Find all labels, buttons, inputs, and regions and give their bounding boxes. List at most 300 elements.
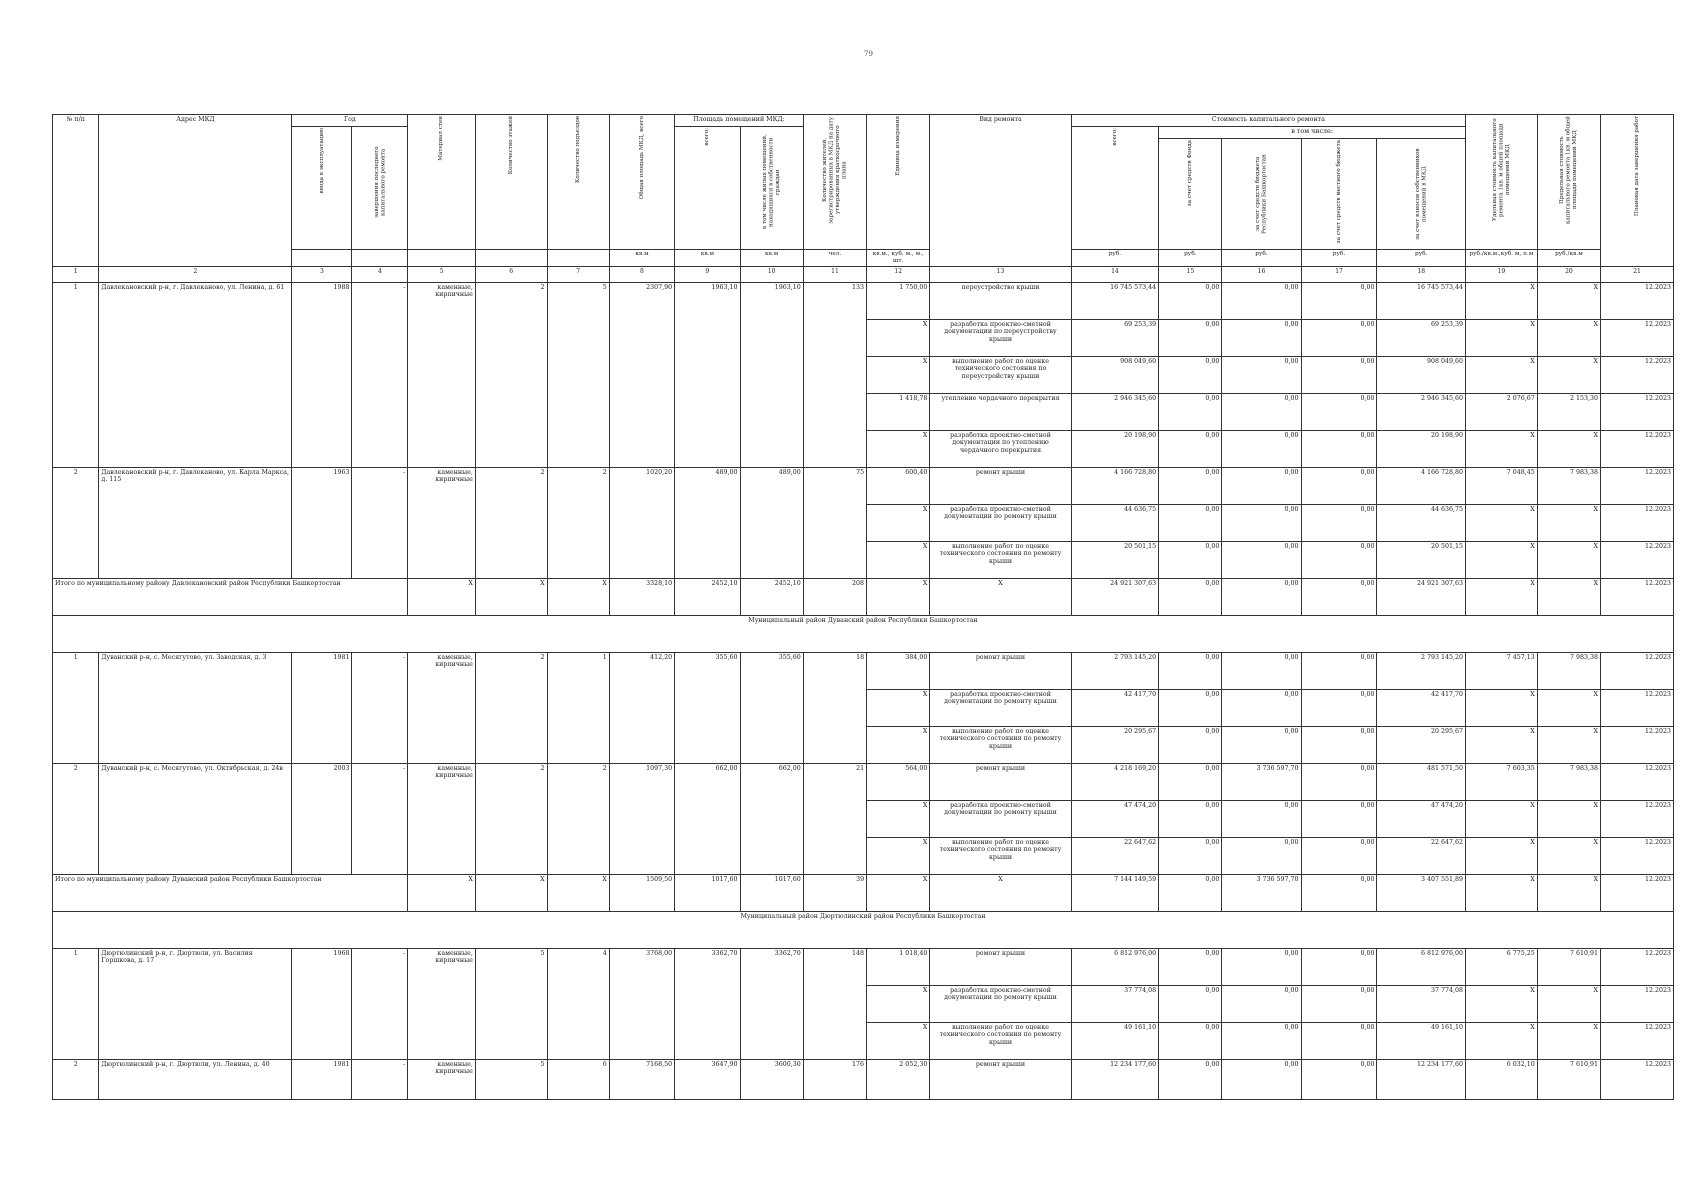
- cost-rb: 3 736 597,70: [1222, 763, 1301, 800]
- header-premises-group: Площадь помещений МКД:: [675, 115, 804, 127]
- house-year: 1988: [292, 282, 352, 467]
- house-residents: 133: [803, 282, 866, 467]
- house-floors: 2: [475, 652, 547, 763]
- specific-cost: X: [1466, 726, 1538, 763]
- house-residents: 148: [803, 948, 866, 1059]
- cost-fund: 0,00: [1159, 393, 1222, 430]
- header-num: № п/п: [53, 115, 99, 267]
- cost-rb: 0,00: [1222, 541, 1301, 578]
- header-year-group: Год: [292, 115, 408, 127]
- unit-people: чел.: [803, 250, 866, 267]
- max-cost: 7 610,91: [1537, 948, 1600, 985]
- plan-date: 12.2023: [1601, 1059, 1674, 1099]
- plan-date: 12.2023: [1601, 652, 1674, 689]
- cost-fund: 0,00: [1159, 837, 1222, 874]
- cost-owners: 47 474,20: [1377, 800, 1466, 837]
- header-residents: Количество жителей, зарегистрированных в МКД на дату утверждения краткосрочного плана: [803, 115, 866, 250]
- cost-local: 0,00: [1301, 467, 1377, 504]
- work-unit: 2 052,30: [867, 1059, 930, 1099]
- work-unit: 564,00: [867, 763, 930, 800]
- house-premises-owned: 1963,10: [740, 282, 803, 467]
- unit-cell: [352, 250, 408, 267]
- work-unit: X: [867, 319, 930, 356]
- work-unit: 1 750,00: [867, 282, 930, 319]
- cost-rb: 0,00: [1222, 467, 1301, 504]
- unit-cell: [547, 250, 609, 267]
- house-material: каменные, кирпичные: [408, 282, 475, 467]
- cost-local: 0,00: [1301, 837, 1377, 874]
- specific-cost: X: [1466, 985, 1538, 1022]
- house-address: Дуванский р-н, с. Месягутово, ул. Октябрьская, д. 24в: [99, 763, 292, 874]
- header-work-type: Вид ремонта: [930, 115, 1071, 267]
- repair-plan-table: [52, 114, 1674, 1100]
- cost-local: 0,00: [1301, 985, 1377, 1022]
- total-premises-owned: 2452,10: [740, 578, 803, 615]
- unit-cell: [292, 250, 352, 267]
- house-premises: 3647,90: [675, 1059, 740, 1099]
- cost-fund: 0,00: [1159, 356, 1222, 393]
- specific-cost: X: [1466, 541, 1538, 578]
- max-cost: X: [1537, 356, 1600, 393]
- total-floors: X: [475, 578, 547, 615]
- work-unit: 1 018,40: [867, 948, 930, 985]
- house-address: Дюртюлинский р-н, г. Дюртюли, ул. Василия Горшкова, д. 17: [99, 948, 292, 1059]
- specific-cost: X: [1466, 800, 1538, 837]
- total-local: 0,00: [1301, 578, 1377, 615]
- cost-rb: 0,00: [1222, 948, 1301, 985]
- max-cost: X: [1537, 541, 1600, 578]
- cost-fund: 0,00: [1159, 282, 1222, 319]
- work-type: выполнение работ по оценке технического состояния по ремонту крыши: [930, 541, 1071, 578]
- house-year: 1981: [292, 1059, 352, 1099]
- house-area: 3768,00: [609, 948, 674, 1059]
- cost-local: 0,00: [1301, 800, 1377, 837]
- cost-local: 0,00: [1301, 504, 1377, 541]
- house-area: 7168,50: [609, 1059, 674, 1099]
- specific-cost: 6 032,10: [1466, 1059, 1538, 1099]
- house-premises: 355,60: [675, 652, 740, 763]
- house-number: 2: [53, 1059, 99, 1099]
- col-number: 20: [1537, 266, 1600, 282]
- specific-cost: X: [1466, 282, 1538, 319]
- work-type: разработка проектно-сметной документации по ремонту крыши: [930, 689, 1071, 726]
- plan-date: 12.2023: [1601, 763, 1674, 800]
- cost-rb: 0,00: [1222, 356, 1301, 393]
- cost-total: 22 647,62: [1071, 837, 1159, 874]
- district-section-title: Муниципальный район Дюртюлинский район Республики Башкортостан: [53, 911, 1674, 948]
- work-type: ремонт крыши: [930, 467, 1071, 504]
- cost-local: 0,00: [1301, 763, 1377, 800]
- header-cost-group: Стоимость капитального ремонта: [1071, 115, 1465, 127]
- house-premises-owned: 3600,30: [740, 1059, 803, 1099]
- house-material: каменные, кирпичные: [408, 948, 475, 1059]
- cost-total: 44 636,75: [1071, 504, 1159, 541]
- total-material: X: [408, 874, 475, 911]
- cost-total: 16 745 573,44: [1071, 282, 1159, 319]
- house-last-repair: -: [352, 1059, 408, 1099]
- cost-local: 0,00: [1301, 541, 1377, 578]
- house-last-repair: -: [352, 282, 408, 467]
- total-fund: 0,00: [1159, 578, 1222, 615]
- specific-cost: X: [1466, 504, 1538, 541]
- work-type: выполнение работ по оценке технического состояния по переустройству крыши: [930, 356, 1071, 393]
- house-last-repair: -: [352, 652, 408, 763]
- cost-fund: 0,00: [1159, 1022, 1222, 1059]
- unit-rub: руб.: [1159, 250, 1222, 267]
- header-incl: в том числе:: [1159, 127, 1466, 139]
- cost-fund: 0,00: [1159, 319, 1222, 356]
- district-total-label: Итого по муниципальному району Дуванский район Республики Башкортостан: [53, 874, 408, 911]
- max-cost: X: [1537, 726, 1600, 763]
- work-unit: X: [867, 985, 930, 1022]
- total-max: X: [1537, 578, 1600, 615]
- work-type: ремонт крыши: [930, 1059, 1071, 1099]
- house-address: Давлекановский р-н, г. Давлеканово, ул. Карла Маркса, д. 115: [99, 467, 292, 578]
- house-year: 1968: [292, 948, 352, 1059]
- max-cost: X: [1537, 1022, 1600, 1059]
- header-row-1: [53, 115, 1674, 127]
- unit-measure: кв.м., куб. м., м., шт.: [867, 250, 930, 267]
- cost-total: 20 501,15: [1071, 541, 1159, 578]
- work-unit: X: [867, 689, 930, 726]
- col-number: 19: [1466, 266, 1538, 282]
- max-cost: X: [1537, 504, 1600, 541]
- specific-cost: 7 457,13: [1466, 652, 1538, 689]
- col-number: 14: [1071, 266, 1159, 282]
- house-premises: 662,00: [675, 763, 740, 874]
- table-row: [53, 763, 1674, 800]
- plan-date: 12.2023: [1601, 726, 1674, 763]
- plan-date: 12.2023: [1601, 393, 1674, 430]
- col-number: 5: [408, 266, 475, 282]
- header-floors: Количество этажей: [475, 115, 547, 250]
- cost-owners: 42 417,70: [1377, 689, 1466, 726]
- cost-fund: 0,00: [1159, 985, 1222, 1022]
- cost-total: 4 218 169,20: [1071, 763, 1159, 800]
- max-cost: X: [1537, 689, 1600, 726]
- cost-rb: 0,00: [1222, 652, 1301, 689]
- cost-rb: 0,00: [1222, 726, 1301, 763]
- header-total-area: Общая площадь МКД, всего: [609, 115, 674, 250]
- house-number: 1: [53, 652, 99, 763]
- unit-rub-area: руб./кв.м.,куб. м, п.м: [1466, 250, 1538, 267]
- cost-total: 908 049,60: [1071, 356, 1159, 393]
- plan-date: 12.2023: [1601, 430, 1674, 467]
- total-premises: 1017,60: [675, 874, 740, 911]
- cost-owners: 49 161,10: [1377, 1022, 1466, 1059]
- cost-local: 0,00: [1301, 726, 1377, 763]
- plan-date: 12.2023: [1601, 689, 1674, 726]
- cost-owners: 481 571,50: [1377, 763, 1466, 800]
- total-max: X: [1537, 874, 1600, 911]
- header-cost-local: за счет средств местного бюджета: [1301, 139, 1377, 250]
- total-work-type: X: [930, 874, 1071, 911]
- house-material: каменные, кирпичные: [408, 652, 475, 763]
- work-type: утепление чердачного перекрытия: [930, 393, 1071, 430]
- plan-date: 12.2023: [1601, 467, 1674, 504]
- table-row: [53, 467, 1674, 504]
- work-unit: X: [867, 541, 930, 578]
- district-total-label: Итого по муниципальному району Давлекановский район Республики Башкортостан: [53, 578, 408, 615]
- cost-local: 0,00: [1301, 356, 1377, 393]
- district-total-row: [53, 578, 1674, 615]
- unit-rub: руб.: [1071, 250, 1159, 267]
- house-area: 412,20: [609, 652, 674, 763]
- cost-fund: 0,00: [1159, 689, 1222, 726]
- specific-cost: X: [1466, 1022, 1538, 1059]
- house-number: 1: [53, 948, 99, 1059]
- specific-cost: X: [1466, 319, 1538, 356]
- total-specific: X: [1466, 578, 1538, 615]
- cost-local: 0,00: [1301, 282, 1377, 319]
- col-number: 17: [1301, 266, 1377, 282]
- cost-total: 6 812 976,00: [1071, 948, 1159, 985]
- cost-total: 2 946 345,60: [1071, 393, 1159, 430]
- header-plan-date: Плановая дата завершения работ: [1601, 115, 1674, 267]
- cost-rb: 0,00: [1222, 430, 1301, 467]
- cost-owners: 4 166 728,80: [1377, 467, 1466, 504]
- col-number: 10: [740, 266, 803, 282]
- header-cost-total: всего:: [1071, 127, 1159, 250]
- max-cost: X: [1537, 430, 1600, 467]
- total-cost: 7 144 149,59: [1071, 874, 1159, 911]
- header-address: Адрес МКД: [99, 115, 292, 267]
- header-premises-total: всего:: [675, 127, 740, 250]
- total-residents: 39: [803, 874, 866, 911]
- cost-fund: 0,00: [1159, 726, 1222, 763]
- cost-owners: 908 049,60: [1377, 356, 1466, 393]
- house-premises: 489,00: [675, 467, 740, 578]
- house-premises: 1963,10: [675, 282, 740, 467]
- specific-cost: 7 048,45: [1466, 467, 1538, 504]
- max-cost: X: [1537, 282, 1600, 319]
- col-number: 3: [292, 266, 352, 282]
- district-total-row: [53, 874, 1674, 911]
- header-entrances: Количество подъездов: [547, 115, 609, 250]
- specific-cost: 6 775,25: [1466, 948, 1538, 985]
- cost-total: 37 774,08: [1071, 985, 1159, 1022]
- house-floors: 5: [475, 948, 547, 1059]
- house-year: 1981: [292, 652, 352, 763]
- table-row: [53, 1059, 1674, 1099]
- specific-cost: X: [1466, 356, 1538, 393]
- max-cost: 7 983,38: [1537, 467, 1600, 504]
- house-entrances: 2: [547, 467, 609, 578]
- total-unit: X: [867, 874, 930, 911]
- house-residents: 18: [803, 652, 866, 763]
- cost-fund: 0,00: [1159, 430, 1222, 467]
- house-entrances: 6: [547, 1059, 609, 1099]
- total-floors: X: [475, 874, 547, 911]
- table-row: [53, 652, 1674, 689]
- cost-fund: 0,00: [1159, 652, 1222, 689]
- plan-date: 12.2023: [1601, 837, 1674, 874]
- plan-date: 12.2023: [1601, 356, 1674, 393]
- house-residents: 75: [803, 467, 866, 578]
- cost-total: 2 793 145,20: [1071, 652, 1159, 689]
- cost-rb: 0,00: [1222, 837, 1301, 874]
- work-type: ремонт крыши: [930, 763, 1071, 800]
- header-specific-cost: Удельная стоимость капитального ремонта 1кв. м общей площади помещений МКД: [1466, 115, 1538, 250]
- col-number: 15: [1159, 266, 1222, 282]
- cost-owners: 20 198,90: [1377, 430, 1466, 467]
- plan-date: 12.2023: [1601, 319, 1674, 356]
- unit-area: кв.м: [609, 250, 674, 267]
- house-number: 2: [53, 467, 99, 578]
- house-floors: 2: [475, 763, 547, 874]
- total-premises: 2452,10: [675, 578, 740, 615]
- work-unit: 1 418,78: [867, 393, 930, 430]
- total-area: 3328,10: [609, 578, 674, 615]
- cost-local: 0,00: [1301, 1022, 1377, 1059]
- cost-rb: 0,00: [1222, 800, 1301, 837]
- plan-date: 12.2023: [1601, 282, 1674, 319]
- total-date: 12.2023: [1601, 874, 1674, 911]
- work-type: выполнение работ по оценке технического состояния по ремонту крыши: [930, 837, 1071, 874]
- cost-fund: 0,00: [1159, 948, 1222, 985]
- column-numbers-row: [53, 266, 1674, 282]
- col-number: 1: [53, 266, 99, 282]
- house-entrances: 1: [547, 652, 609, 763]
- header-unit: Единица измерения: [867, 115, 930, 250]
- col-number: 7: [547, 266, 609, 282]
- plan-date: 12.2023: [1601, 800, 1674, 837]
- cost-fund: 0,00: [1159, 1059, 1222, 1099]
- cost-total: 49 161,10: [1071, 1022, 1159, 1059]
- work-type: переустройство крыши: [930, 282, 1071, 319]
- plan-date: 12.2023: [1601, 1022, 1674, 1059]
- work-type: разработка проектно-сметной документации по ремонту крыши: [930, 504, 1071, 541]
- district-section-row: [53, 615, 1674, 652]
- col-number: 6: [475, 266, 547, 282]
- house-entrances: 2: [547, 763, 609, 874]
- max-cost: X: [1537, 319, 1600, 356]
- specific-cost: X: [1466, 689, 1538, 726]
- work-type: ремонт крыши: [930, 652, 1071, 689]
- cost-total: 47 474,20: [1071, 800, 1159, 837]
- house-material: каменные, кирпичные: [408, 1059, 475, 1099]
- cost-rb: 0,00: [1222, 393, 1301, 430]
- page-number: 79: [864, 50, 873, 58]
- cost-local: 0,00: [1301, 393, 1377, 430]
- header-premises-owned: в том числе жилых помещений, находящихся в собственности граждан: [740, 127, 803, 250]
- unit-area: кв.м: [740, 250, 803, 267]
- work-unit: 384,00: [867, 652, 930, 689]
- cost-total: 69 253,39: [1071, 319, 1159, 356]
- work-type: выполнение работ по оценке технического состояния по ремонту крыши: [930, 1022, 1071, 1059]
- total-local: 0,00: [1301, 874, 1377, 911]
- specific-cost: X: [1466, 837, 1538, 874]
- total-cost: 24 921 307,63: [1071, 578, 1159, 615]
- total-entrances: X: [547, 874, 609, 911]
- col-number: 12: [867, 266, 930, 282]
- max-cost: X: [1537, 837, 1600, 874]
- cost-total: 20 198,90: [1071, 430, 1159, 467]
- cost-total: 42 417,70: [1071, 689, 1159, 726]
- house-year: 2003: [292, 763, 352, 874]
- work-unit: X: [867, 800, 930, 837]
- district-section-title: Муниципальный район Дуванский район Республики Башкортостан: [53, 615, 1674, 652]
- unit-area: кв.м: [675, 250, 740, 267]
- cost-rb: 0,00: [1222, 282, 1301, 319]
- cost-fund: 0,00: [1159, 467, 1222, 504]
- plan-date: 12.2023: [1601, 504, 1674, 541]
- unit-rub: руб.: [1222, 250, 1301, 267]
- header-year-last-repair: завершения последнего капитального ремонта: [352, 127, 408, 250]
- house-material: каменные, кирпичные: [408, 763, 475, 874]
- unit-rub: руб.: [1377, 250, 1466, 267]
- plan-date: 12.2023: [1601, 541, 1674, 578]
- header-max-cost: Предельная стоимость капитального ремонта 1кв. м общей площади помещений МКД: [1537, 115, 1600, 250]
- house-number: 1: [53, 282, 99, 467]
- house-area: 1020,20: [609, 467, 674, 578]
- house-entrances: 4: [547, 948, 609, 1059]
- total-material: X: [408, 578, 475, 615]
- house-material: каменные, кирпичные: [408, 467, 475, 578]
- work-unit: X: [867, 356, 930, 393]
- work-type: разработка проектно-сметной документации по ремонту крыши: [930, 800, 1071, 837]
- house-premises-owned: 662,00: [740, 763, 803, 874]
- cost-owners: 12 234 177,60: [1377, 1059, 1466, 1099]
- house-last-repair: -: [352, 948, 408, 1059]
- col-number: 9: [675, 266, 740, 282]
- house-premises-owned: 3362,70: [740, 948, 803, 1059]
- house-address: Дуванский р-н, с. Месягутово, ул. Заводская, д. 3: [99, 652, 292, 763]
- header-wall-material: Материал стен: [408, 115, 475, 250]
- work-type: разработка проектно-сметной документации по ремонту крыши: [930, 985, 1071, 1022]
- total-rb: 0,00: [1222, 578, 1301, 615]
- col-number: 21: [1601, 266, 1674, 282]
- col-number: 11: [803, 266, 866, 282]
- header-year-commission: ввода в эксплуатацию: [292, 127, 352, 250]
- work-type: ремонт крыши: [930, 948, 1071, 985]
- work-unit: X: [867, 837, 930, 874]
- cost-owners: 20 295,67: [1377, 726, 1466, 763]
- cost-rb: 0,00: [1222, 1059, 1301, 1099]
- house-premises-owned: 489,00: [740, 467, 803, 578]
- cost-rb: 0,00: [1222, 689, 1301, 726]
- work-unit: 600,40: [867, 467, 930, 504]
- header-units-row: [53, 250, 1674, 267]
- total-date: 12.2023: [1601, 578, 1674, 615]
- work-unit: X: [867, 1022, 930, 1059]
- header-cost-fund: за счет средств Фонда: [1159, 139, 1222, 250]
- work-unit: X: [867, 726, 930, 763]
- cost-owners: 69 253,39: [1377, 319, 1466, 356]
- total-premises-owned: 1017,60: [740, 874, 803, 911]
- work-unit: X: [867, 430, 930, 467]
- work-type: разработка проектно-сметной документации по переустройству крыши: [930, 319, 1071, 356]
- specific-cost: X: [1466, 430, 1538, 467]
- table-row: [53, 948, 1674, 985]
- house-floors: 5: [475, 1059, 547, 1099]
- cost-rb: 0,00: [1222, 504, 1301, 541]
- total-owners: 3 407 551,89: [1377, 874, 1466, 911]
- house-residents: 21: [803, 763, 866, 874]
- col-number: 4: [352, 266, 408, 282]
- house-last-repair: -: [352, 467, 408, 578]
- total-fund: 0,00: [1159, 874, 1222, 911]
- work-type: выполнение работ по оценке технического состояния по ремонту крыши: [930, 726, 1071, 763]
- house-floors: 2: [475, 282, 547, 467]
- col-number: 8: [609, 266, 674, 282]
- cost-total: 20 295,67: [1071, 726, 1159, 763]
- table-row: [53, 282, 1674, 319]
- cost-local: 0,00: [1301, 1059, 1377, 1099]
- cost-rb: 0,00: [1222, 319, 1301, 356]
- max-cost: X: [1537, 800, 1600, 837]
- house-area: 1097,30: [609, 763, 674, 874]
